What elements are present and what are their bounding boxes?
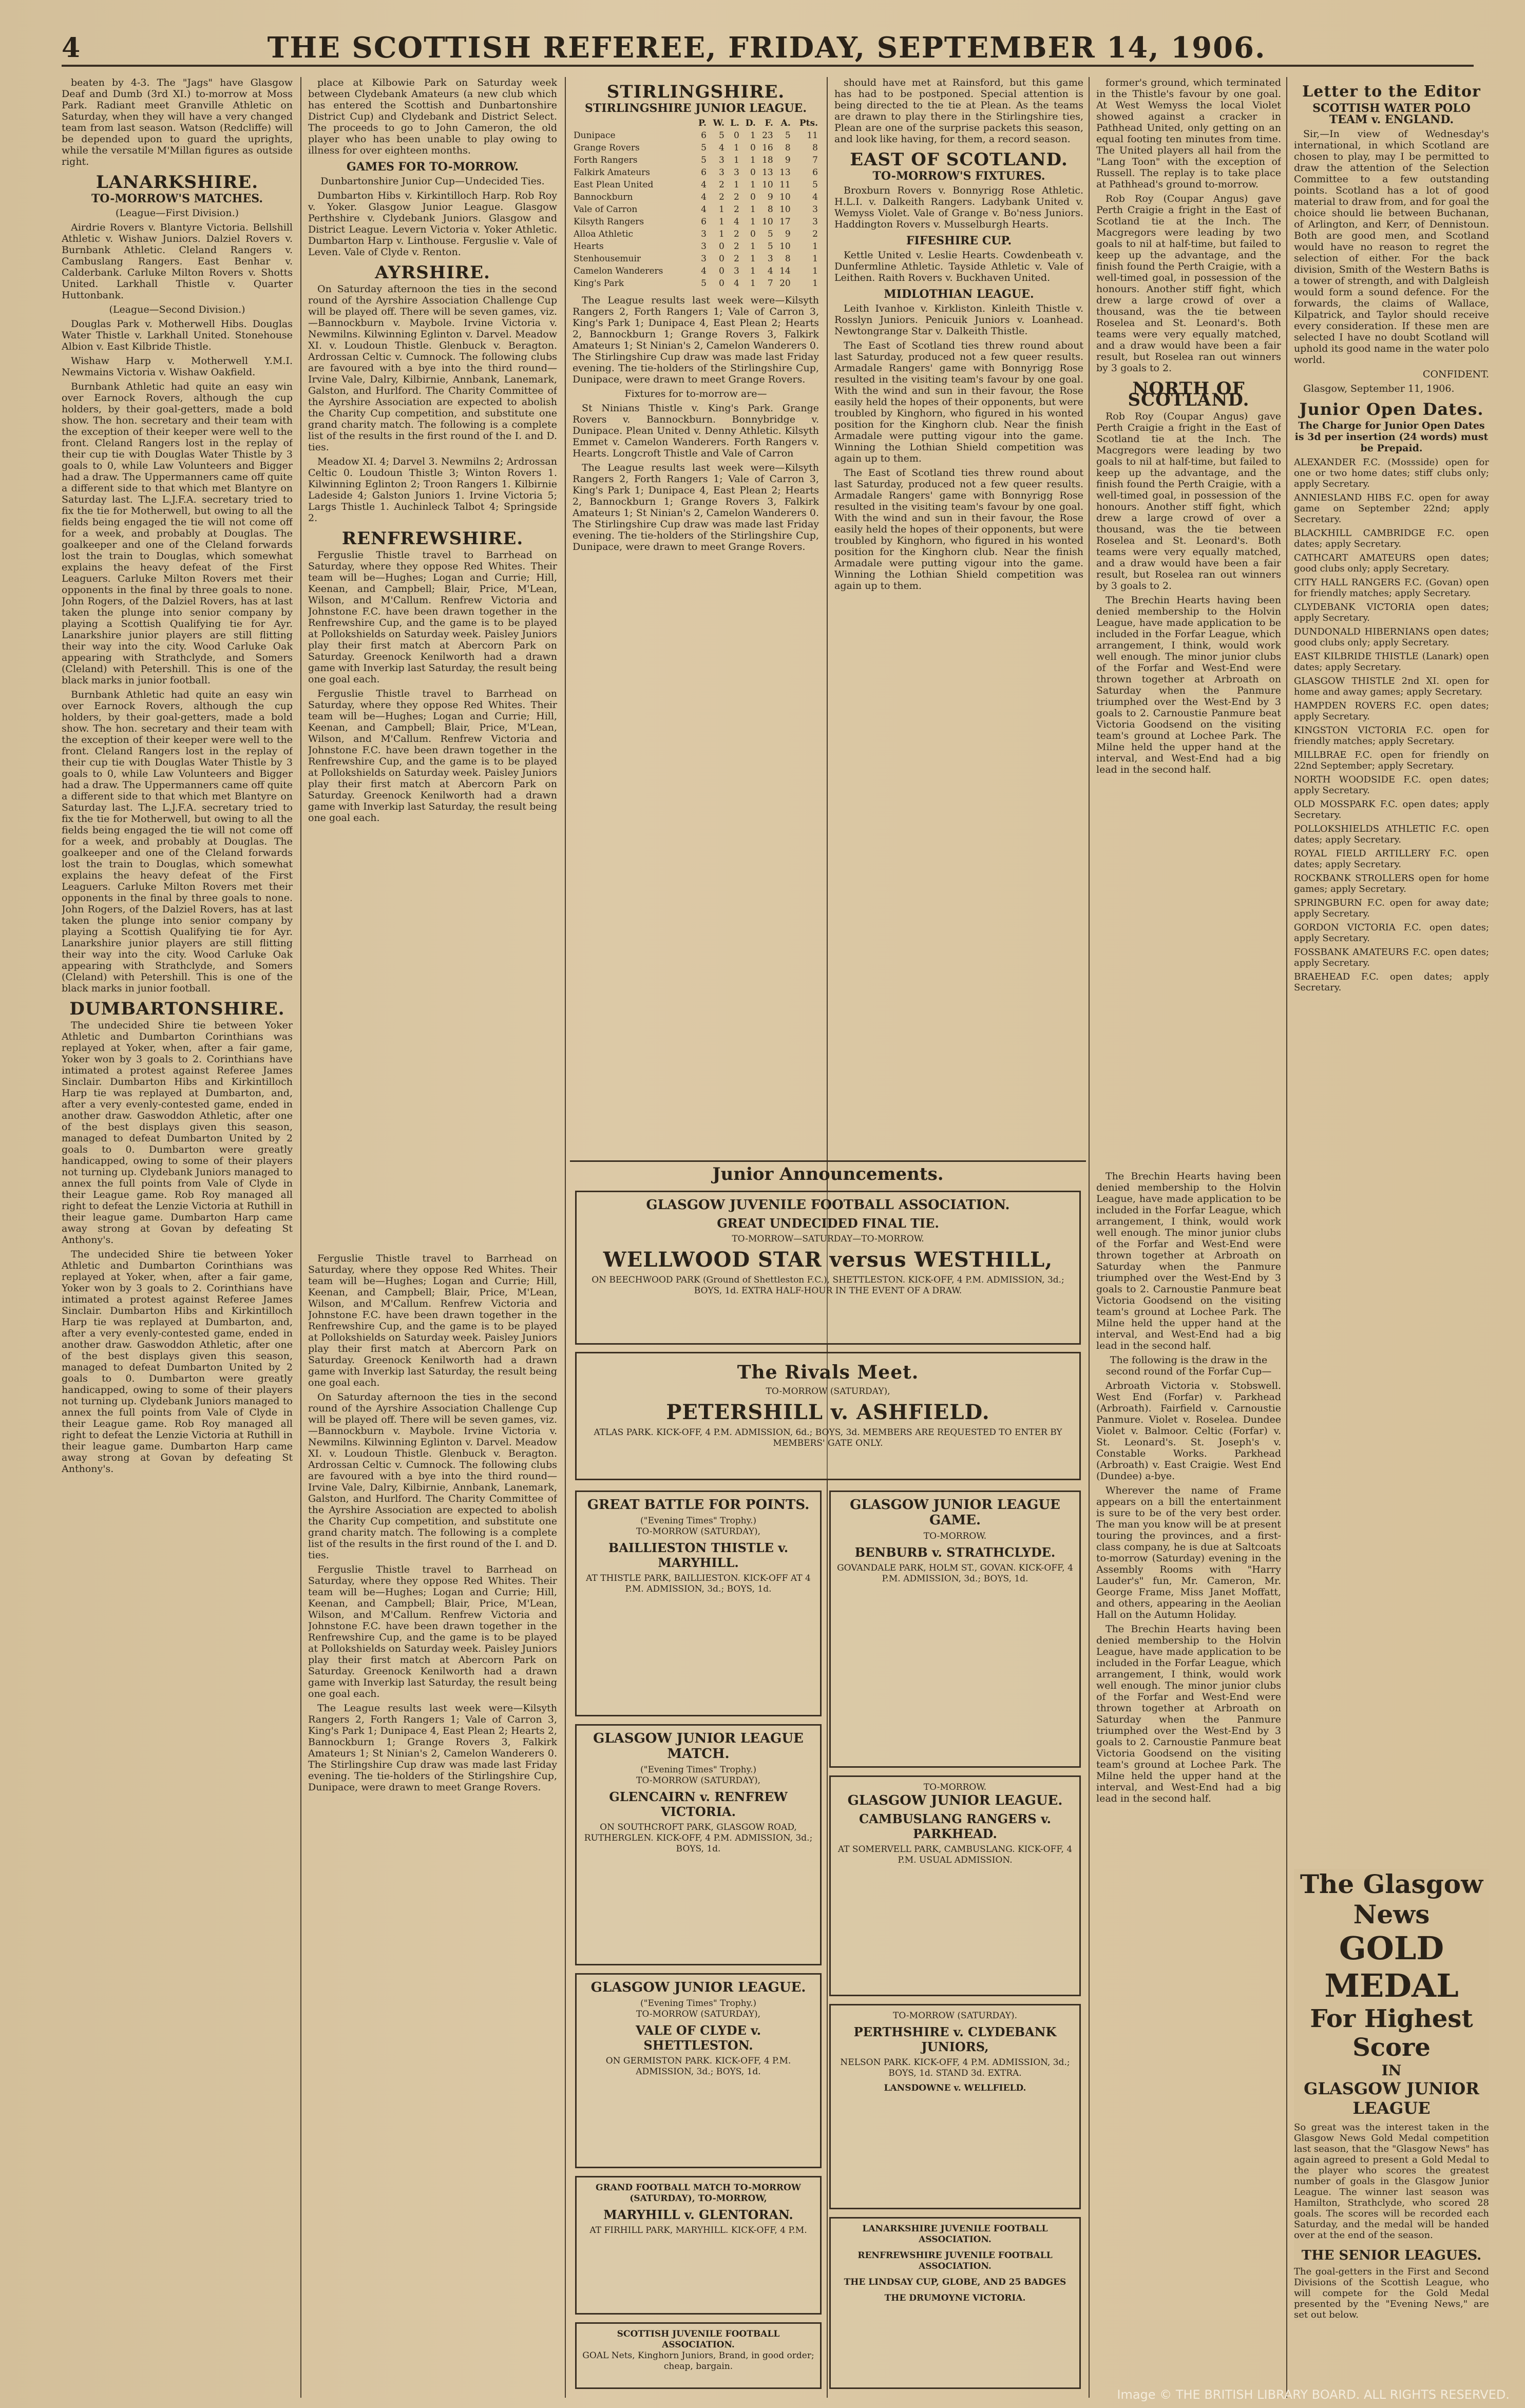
junior-open-dates-charge: The Charge for Junior Open Dates is 3d per insertion (24 words) must be Prepaid. <box>1294 420 1489 454</box>
advert-match: WELLWOOD STAR versus WESTHILL, <box>603 1248 1053 1272</box>
article-body: On Saturday afternoon the ties in the second round of the Ayrshire Association Challenge Cup will be played off. There will be seven games, viz.—Bannockburn v. Maybole. Irvine Victoria v. Newmilns. Kilwinning Eglinton v. Darvel. Meadow XI. v. Loudoun Thistle. Glenbuck v. Beragton. Ardrossan Celtic v. Cumnock. The following clubs are favoured with a bye into the third round—Irvine Vale, Dalry, Kilbirnie, Annbank, Lanemark, Galston, and Hurlford. The Charity Committee of the Ayrshire Association are expected to abolish the Charity Cup competition, and substitute one grand charity match. The following is a complete list of the results in the first round of the I. and D. ties. <box>308 283 557 453</box>
table-cell: Dunipace <box>574 130 616 141</box>
table-cell: 0 <box>719 241 725 252</box>
table-cell: Vale of Carron <box>574 204 638 215</box>
table-cell: 4 <box>719 143 725 153</box>
list-item: EAST KILBRIDE THISTLE (Lanark) open dates; apply Secretary. <box>1294 651 1489 673</box>
advert-details: ATLAS PARK. KICK-OFF, 4 P.M. ADMISSION, 6d.; BOYS, 3d. MEMBERS ARE REQUESTED TO ENTER BY MEMBERS' GATE ONLY. <box>594 1427 1062 1448</box>
advert-details: ON SOUTHCROFT PARK, GLASGOW ROAD, RUTHERGLEN. KICK-OFF, 4 P.M. ADMISSION, 3d.; BOYS, 1d. <box>584 1822 813 1854</box>
column-rule <box>300 77 301 2398</box>
advert-heading: GLASGOW JUNIOR LEAGUE GAME. <box>850 1497 1060 1528</box>
cup-label: Dunbartonshire Junior Cup—Undecided Ties. <box>320 176 545 187</box>
article-body: The Brechin Hearts having been denied membership to the Holvin League, have made application to be included in the Forfar League, which arrangement, I think, would work well enough. The minor junior clubs of the Forfar and West-End were thrown together at Arbroath on Saturday when the Panmure triumphed over the West-End by 3 goals to 2. Carnoustie Panmure beat Victoria Goodsend on the visiting team's ground at Lochee Park. The Milne held the upper hand at the interval, and West-End had a big lead in the second half. <box>1096 595 1281 775</box>
table-cell: 4 <box>812 192 818 202</box>
advert-heading: GRAND FOOTBALL MATCH TO-MORROW (SATURDAY), TO-MORROW, <box>596 2183 801 2204</box>
league-table-body <box>573 129 819 290</box>
table-cell: 13 <box>779 167 791 178</box>
table-cell: 9 <box>785 229 791 239</box>
table-cell: 1 <box>750 254 756 264</box>
table-cell: Alloa Athletic <box>574 229 633 239</box>
advert-cambuslang <box>829 1775 1081 1996</box>
advert-when: TO-MORROW (SATURDAY). <box>893 2011 1017 2021</box>
column-1 <box>62 77 293 2398</box>
table-cell: 20 <box>779 278 791 289</box>
table-cell: 0 <box>719 278 725 289</box>
league-table <box>573 117 819 290</box>
table-cell: 5 <box>701 143 707 153</box>
table-cell: Stenhousemuir <box>574 254 641 264</box>
subheading: TO-MORROW'S FIXTURES. <box>872 169 1045 183</box>
list-item: CLYDEBANK VICTORIA open dates; apply Secretary. <box>1294 602 1489 623</box>
table-row <box>573 166 819 179</box>
junior-announcements <box>570 1160 1086 2393</box>
table-cell: 0 <box>719 254 725 264</box>
table-cell: 0 <box>750 167 756 178</box>
table-cell: 3 <box>812 204 818 215</box>
table-cell: 0 <box>750 192 756 202</box>
list-item: POLLOKSHIELDS ATHLETIC F.C. open dates; apply Secretary. <box>1294 824 1489 845</box>
fixtures-list: St Ninians Thistle v. King's Park. Grange Rovers v. Bannockburn. Bonnybridge v. Dunipace. Plean United v. Denny Athletic. Kilsyth Emmet v. Camelon Wanderers. Forth Rangers v. Hearts. Longcroft Thistle and Vale of Carron <box>573 403 819 459</box>
table-row <box>573 191 819 203</box>
advert-juvenile-associations <box>829 2217 1081 2389</box>
table-cell: 6 <box>701 130 707 141</box>
article-body: The East of Scotland ties threw round about last Saturday, produced not a few queer results. Armadale Rangers' game with Bonnyrigg Rose resulted in the visiting team's favour by one goal. With the wind and sun in their favour, the Rose easily held the hopes of their opponents, but were troubled by Kinghorn, who figured in his wonted position for the Kinghorn club. Near the finish Armadale were putting vigour into the game. Winning the Lothian Shield competition was again up to them. <box>834 340 1083 464</box>
advert-match: MARYHILL v. GLENTORAN. <box>603 2207 793 2222</box>
subheading: TO-MORROW'S MATCHES. <box>91 192 263 205</box>
list-item: ALEXANDER F.C. (Mossside) open for one or two home dates; stiff clubs only; apply Secretary. <box>1294 457 1489 489</box>
table-cell: 3 <box>734 266 739 276</box>
section-heading-north: NORTH OF SCOTLAND. <box>1128 378 1250 410</box>
section-heading-stirlingshire: STIRLINGSHIRE. <box>606 82 785 102</box>
table-cell: 5 <box>701 155 707 165</box>
table-cell: 1 <box>750 241 756 252</box>
league-column-header: D. <box>745 118 756 128</box>
table-cell: 1 <box>750 204 756 215</box>
table-cell: 2 <box>734 192 739 202</box>
advert-details: ON GERMISTON PARK. KICK-OFF, 4 P.M. ADMISSION, 3d.; BOYS, 1d. <box>605 2056 791 2077</box>
table-cell: 9 <box>767 192 773 202</box>
section-heading-renfrewshire: RENFREWSHIRE. <box>341 528 524 549</box>
masthead-title: THE SCOTTISH REFEREE, FRIDAY, SEPTEMBER 14, 1906. <box>267 31 1266 65</box>
table-row <box>573 265 819 277</box>
table-cell: 1 <box>734 143 739 153</box>
list-item: MILLBRAE F.C. open for friendly on 22nd September; apply Secretary. <box>1294 750 1489 771</box>
column-rule <box>565 77 566 2398</box>
article-body: The League results last week were—Kilsyth Rangers 2, Forth Rangers 1; Vale of Carron 3, King's Park 1; Dunipace 4, East Plean 2; Hearts 2, Bannockburn 1; Grange Rovers 3, Falkirk Amateurs 1; St Ninian's 2, Camelon Wanderers 0. The Stirlingshire Cup draw was made last Friday evening. The tie-holders of the Stirlingshire Cup, Dunipace, were drawn to meet Grange Rovers. <box>573 295 819 385</box>
advert-details: ON BEECHWOOD PARK (Ground of Shettleston F.C.), SHETTLESTON. KICK-OFF, 4 P.M. ADMISSION, 3d.; BOYS, 1d. EXTRA HALF-HOUR IN THE EVENT OF A DRAW. <box>592 1275 1064 1296</box>
table-cell: 9 <box>785 155 791 165</box>
gold-medal-line: The Glasgow News <box>1300 1869 1483 1929</box>
list-item: BRAEHEAD F.C. open dates; apply Secretary. <box>1294 971 1489 993</box>
advert-details: AT THISTLE PARK, BAILLIESTON. KICK-OFF AT 4 P.M. ADMISSION, 3d.; BOYS, 1d. <box>586 1573 811 1594</box>
table-cell: Camelon Wanderers <box>574 266 663 276</box>
article-body: The League results last week were—Kilsyth Rangers 2, Forth Rangers 1; Vale of Carron 3, King's Park 1; Dunipace 4, East Plean 2; Hearts 2, Bannockburn 1; Grange Rovers 3, Falkirk Amateurs 1; St Ninian's 2, Camelon Wanderers 0. The Stirlingshire Cup draw was made last Friday evening. The tie-holders of the Stirlingshire Cup, Dunipace, were drawn to meet Grange Rovers. <box>573 462 819 552</box>
table-cell: 3 <box>767 254 773 264</box>
table-cell: 3 <box>719 155 725 165</box>
page-number: 4 <box>62 32 81 64</box>
list-item: SPRINGBURN F.C. open for away date; apply Secretary. <box>1294 897 1489 919</box>
table-cell: 3 <box>701 241 707 252</box>
table-cell: 23 <box>762 130 773 141</box>
advert-when: TO-MORROW—SATURDAY—TO-MORROW. <box>732 1234 924 1244</box>
list-item: FOSSBANK AMATEURS F.C. open dates; apply Secretary. <box>1294 947 1489 968</box>
table-cell: 2 <box>719 192 725 202</box>
league-table-header <box>573 117 819 129</box>
advert-heading: GLASGOW JUNIOR LEAGUE. <box>847 1793 1063 1808</box>
table-cell: 3 <box>701 229 707 239</box>
table-cell: 10 <box>762 217 773 227</box>
table-cell: 5 <box>701 278 707 289</box>
article-body: Ferguslie Thistle travel to Barrhead on Saturday, where they oppose Red Whites. Their team will be—Hughes; Logan and Currie; Hill, Keenan, and Campbell; Blair, Price, M'Lean, Wilson, and M'Callum. Renfrew Victoria and Johnstone F.C. have been drawn together in the Renfrewshire Cup, and the game is to be played at Pollokshields on Saturday week. Paisley Juniors play their first match at Abercorn Park on Saturday. Greenock Kenilworth had a drawn game with Inverkip last Saturday, the result being one goal each. <box>308 549 557 685</box>
table-cell: 4 <box>734 217 739 227</box>
article-intro: should have met at Rainsford, but this game has had to be postponed. Special attention is being directed to the tie at Plean. As the teams are drawn to play there in the Stirlingshire ties, Plean are one of the surprise packets this season, and look like having, for them, a record season. <box>834 77 1083 145</box>
league-column-header: W. <box>713 118 725 128</box>
article-body: Burnbank Athletic had quite an easy win over Earnock Rovers, although the cup holders, by their goal-getters, made a bold show. The hon. secretary and their team with the exception of their keeper were well to the front. Cleland Rangers lost in the replay of their cup tie with Douglas Water Thistle by 3 goals to 0, while Law Volunteers and Bigger had a draw. The Uppermanners came off quite a different side to that which met Blantyre on Saturday last. The L.J.F.A. secretary tried to fix the tie for Motherwell, but owing to all the fields being engaged the tie will not come off for a week, and probably at Douglas. The goalkeeper and one of the Cleland forwards lost the train to Douglas, which somewhat explains the heavy defeat of the First Leaguers. Carluke Milton Rovers met their opponents in the final by three goals to none. John Rogers, of the Dalziel Rovers, has at last taken the plunge into senior company by playing a Scottish Qualifying tie for Ayr. Lanarkshire junior players are still flitting their way into the city. Wood Carluke Oak appearing with Strathclyde, and Somers (Cleland) with Petershill. This is one of the black marks in junior football. <box>62 381 293 686</box>
table-cell: 4 <box>767 266 773 276</box>
list-item: GLASGOW THISTLE 2nd XI. open for home and away games; apply Secretary. <box>1294 676 1489 697</box>
article-body: The Brechin Hearts having been denied membership to the Holvin League, have made application to be included in the Forfar League, which arrangement, I think, would work well enough. The minor junior clubs of the Forfar and West-End were thrown together at Arbroath on Saturday when the Panmure triumphed over the West-End by 3 goals to 2. Carnoustie Panmure beat Victoria Goodsend on the visiting team's ground at Lochee Park. The Milne held the upper hand at the interval, and West-End had a big lead in the second half. <box>1096 1623 1281 1804</box>
table-cell: 10 <box>779 192 791 202</box>
advert-heading: LANARKSHIRE JUVENILE FOOTBALL ASSOCIATION. <box>862 2224 1048 2245</box>
advert-heading: RENFREWSHIRE JUVENILE FOOTBALL ASSOCIATION. <box>857 2250 1053 2271</box>
table-row <box>573 228 819 240</box>
list-item: OLD MOSSPARK F.C. open dates; apply Secretary. <box>1294 799 1489 820</box>
article-body: The League results last week were—Kilsyth Rangers 2, Forth Rangers 1; Vale of Carron 3, King's Park 1; Dunipace 4, East Plean 2; Hearts 2, Bannockburn 1; Grange Rovers 3, Falkirk Amateurs 1; St Ninian's 2, Camelon Wanderers 0. The Stirlingshire Cup draw was made last Friday evening. The tie-holders of the Stirlingshire Cup, Dunipace, were drawn to meet Grange Rovers. <box>308 1703 557 1793</box>
advert-match: BAILLIESTON THISTLE v. MARYHILL. <box>608 1540 789 1570</box>
results-list: Meadow XI. 4; Darvel 3. Newmilns 2; Ardrossan Celtic 0. Loudoun Thistle 3; Winton Rovers 1. Kilwinning Eglinton 2; Troon Rangers 1. Kilbirnie Ladeside 4; Galston Juniors 1. Irvine Victoria 5; Largs Thistle 1. Auchinleck Talbot 4; Springside 2. <box>308 456 557 524</box>
list-item: CITY HALL RANGERS F.C. (Govan) open for friendly matches; apply Secretary. <box>1294 577 1489 599</box>
advert-match: PERTHSHIRE v. CLYDEBANK JUNIORS, <box>853 2024 1057 2054</box>
league-column-header: A. <box>780 118 791 128</box>
table-cell: 1 <box>750 217 756 227</box>
table-cell: 1 <box>719 217 725 227</box>
article-body: The Brechin Hearts having been denied membership to the Holvin League, have made application to be included in the Forfar League, which arrangement, I think, would work well enough. The minor junior clubs of the Forfar and West-End were thrown together at Arbroath on Saturday when the Panmure triumphed over the West-End by 3 goals to 2. Carnoustie Panmure beat Victoria Goodsend on the visiting team's ground at Lochee Park. The Milne held the upper hand at the interval, and West-End had a big lead in the second half. <box>1096 1171 1281 1351</box>
league-label: (League—Second Division.) <box>109 304 245 315</box>
subheading: FIFESHIRE CUP. <box>906 234 1012 247</box>
fixtures-list: Arbroath Victoria v. Stobswell. West End (Forfar) v. Parkhead (Arbroath). Fairfield v. Carnoustie Panmure. Violet v. Roselea. Dundee Violet v. Balmoor. Celtic (Forfar) v. St. Leonard's. St. Joseph's v. Constable Works. Parkhead (Arbroath) v. East Craigie. West End (Dundee) a-bye. <box>1096 1380 1281 1482</box>
table-cell: 3 <box>734 167 739 178</box>
advert-baillieston <box>575 1490 822 1716</box>
article-body: Rob Roy (Coupar Angus) gave Perth Craigie a fright in the East of Scotland tie at the Inch. The Macgregors were leading by two goals to nil at half-time, but failed to keep up the advantage, and the finish found the Perth Craigie, with a well-timed goal, in possession of the honours. Another stiff fight, which drew a large crowd of over a thousand, was the tie between Roselea and St. Leonard's. Both teams were very equally matched, and a draw would have been a fair result, but Roselea ran out winners by 3 goals to 2. <box>1096 193 1281 374</box>
article-body: The undecided Shire tie between Yoker Athletic and Dumbarton Corinthians was replayed at Yoker, when, after a fair game, Yoker won by 3 goals to 2. Corinthians have intimated a protest against Referee James Sinclair. Dumbarton Hibs and Kirkintilloch Harp tie was replayed at Dumbarton, and, after a very evenly-contested game, ended in another draw. Gaswoddon Athletic, after one of the best displays given this season, managed to defeat Dumbarton United by 2 goals to 0. Dumbarton were greatly handicapped, owing to some of their players not turning up. Clydebank Juniors managed to annex the full points from Vale of Clyde in their League game. Rob Roy managed all right to defeat the Lenzie Victoria at Ruthill in their league game. Dumbarton Harp came away strong at Govan by defeating St Anthony's. <box>62 1020 293 1246</box>
advert-heading: GLASGOW JUVENILE FOOTBALL ASSOCIATION. <box>646 1197 1010 1213</box>
letter-body: Sir,—In view of Wednesday's international, in which Scotland are chosen to play, may I be permitted to draw the attention of the Selection Committee to a few outstanding points. Scotland has a lot of good material to draw from, and for goal the choice should lie between Buchanan, of Arlington, and Kerr, of Dennistoun. Both are good men, and Scotland would have no reason to regret the selection of either. For the back division, Smith of the Western Baths is a tower of strength, and with Dalgleish would form a sound defence. For the forwards, the claims of Wallace, Kilpatrick, and Taylor should receive every consideration. If these men are selected I have no doubt Scotland will uphold its good name in the water polo world. <box>1294 128 1489 366</box>
table-cell: 2 <box>734 254 739 264</box>
advert-scottish-juvenile <box>575 2322 822 2389</box>
advert-heading: GREAT BATTLE FOR POINTS. <box>587 1497 810 1513</box>
table-cell: 3 <box>719 167 725 178</box>
table-row <box>573 253 819 265</box>
list-item: NORTH WOODSIDE F.C. open dates; apply Secretary. <box>1294 774 1489 796</box>
table-row <box>573 240 819 253</box>
column-rule <box>1089 77 1090 2398</box>
article-intro: former's ground, which terminated in the Thistle's favour by one goal. At West Wemyss the local Violet showed against a cracker in Pathhead United, only getting on an equal footing ten minutes from time. The United players all hail from the "Lang Toon" with the exception of Russell. The replay is to take place at Pathhead's ground to-morrow. <box>1096 77 1281 190</box>
advert-heading: GLASGOW JUNIOR LEAGUE. <box>590 1980 806 1995</box>
advert-when: TO-MORROW. <box>923 1782 987 1792</box>
table-cell: 6 <box>812 167 818 178</box>
gold-medal-line: For Highest Score <box>1310 2004 1473 2062</box>
advert-heading: GLASGOW JUNIOR LEAGUE MATCH. <box>593 1731 804 1762</box>
table-cell: 1 <box>812 278 818 289</box>
table-row <box>573 203 819 216</box>
list-item: ROYAL FIELD ARTILLERY F.C. open dates; apply Secretary. <box>1294 848 1489 870</box>
article-body: The undecided Shire tie between Yoker Athletic and Dumbarton Corinthians was replayed at Yoker, when, after a fair game, Yoker won by 3 goals to 2. Corinthians have intimated a protest against Referee James Sinclair. Dumbarton Hibs and Kirkintilloch Harp tie was replayed at Dumbarton, and, after a very evenly-contested game, ended in another draw. Gaswoddon Athletic, after one of the best displays given this season, managed to defeat Dumbarton United by 2 goals to 0. Dumbarton were greatly handicapped, owing to some of their players not turning up. Clydebank Juniors managed to annex the full points from Vale of Clyde in their League game. Rob Roy managed all right to defeat the Lenzie Victoria at Ruthill in their league game. Dumbarton Harp came away strong at Govan by defeating St Anthony's. <box>62 1249 293 1475</box>
table-cell: 8 <box>767 204 773 215</box>
advert-vale-of-clyde <box>575 1973 822 2168</box>
advert-heading: THE DRUMOYNE VICTORIA. <box>884 2293 1026 2303</box>
article-body: Burnbank Athletic had quite an easy win over Earnock Rovers, although the cup holders, by their goal-getters, made a bold show. The hon. secretary and their team with the exception of their keeper were well to the front. Cleland Rangers lost in the replay of their cup tie with Douglas Water Thistle by 3 goals to 0, while Law Volunteers and Bigger had a draw. The Uppermanners came off quite a different side to that which met Blantyre on Saturday last. The L.J.F.A. secretary tried to fix the tie for Motherwell, but owing to all the fields being engaged the tie will not come off for a week, and probably at Douglas. The goalkeeper and one of the Cleland forwards lost the train to Douglas, which somewhat explains the heavy defeat of the First Leaguers. Carluke Milton Rovers met their opponents in the final by three goals to none. John Rogers, of the Dalziel Rovers, has at last taken the plunge into senior company by playing a Scottish Qualifying tie for Ayr. Lanarkshire junior players are still flitting their way into the city. Wood Carluke Oak appearing with Strathclyde, and Somers (Cleland) with Petershill. This is one of the black marks in junior football. <box>62 689 293 994</box>
advert-when: TO-MORROW. <box>923 1531 987 1541</box>
table-cell: 7 <box>812 155 818 165</box>
letter-date: Glasgow, September 11, 1906. <box>1303 383 1455 394</box>
article-intro: beaten by 4-3. The "Jags" have Glasgow Deaf and Dumb (3rd XI.) to-morrow at Moss Park. Radiant meet Granville Athletic on Saturday, when they will have a very changed team from last season. Watson (Redcliffe) will be depended upon to guard the uprights, while the versatile M'Millan figures as outside right. <box>62 77 293 167</box>
advert-when: TO-MORROW (SATURDAY), <box>636 1526 760 1537</box>
letter-heading: Letter to the Editor <box>1302 83 1481 101</box>
league-column-header: P. <box>698 118 707 128</box>
advert-match: CAMBUSLANG RANGERS v. PARKHEAD. <box>859 1811 1051 1841</box>
league-column-header: L. <box>730 118 739 128</box>
section-heading-east: EAST OF SCOTLAND. <box>850 149 1068 170</box>
article-body: Ferguslie Thistle travel to Barrhead on Saturday, where they oppose Red Whites. Their team will be—Hughes; Logan and Currie; Hill, Keenan, and Campbell; Blair, Price, M'Lean, Wilson, and M'Callum. Renfrew Victoria and Johnstone F.C. have been drawn together in the Renfrewshire Cup, and the game is to be played at Pollokshields on Saturday week. Paisley Juniors play their first match at Abercorn Park on Saturday. Greenock Kenilworth had a drawn game with Inverkip last Saturday, the result being one goal each. <box>308 1253 557 1388</box>
fixtures-list: Douglas Park v. Motherwell Hibs. Douglas Water Thistle v. Larkhall United. Stonehouse Albion v. East Kilbride Thistle. <box>62 318 293 352</box>
column-2 <box>308 77 557 1248</box>
list-item: GORDON VICTORIA F.C. open dates; apply Secretary. <box>1294 922 1489 944</box>
table-cell: 4 <box>701 266 707 276</box>
article-body: Ferguslie Thistle travel to Barrhead on Saturday, where they oppose Red Whites. Their team will be—Hughes; Logan and Currie; Hill, Keenan, and Campbell; Blair, Price, M'Lean, Wilson, and M'Callum. Renfrew Victoria and Johnstone F.C. have been drawn together in the Renfrewshire Cup, and the game is to be played at Pollokshields on Saturday week. Paisley Juniors play their first match at Abercorn Park on Saturday. Greenock Kenilworth had a drawn game with Inverkip last Saturday, the result being one goal each. <box>308 688 557 824</box>
table-cell: 1 <box>750 278 756 289</box>
section-heading-dumbartonshire: DUMBARTONSHIRE. <box>69 999 285 1019</box>
column-2-lower <box>308 1253 557 2398</box>
column-rule <box>1286 77 1287 2398</box>
table-cell: 1 <box>750 180 756 190</box>
fixtures-list: Airdrie Rovers v. Blantyre Victoria. Bellshill Athletic v. Wishaw Juniors. Dalziel Rovers v. Burnbank Athletic. Cleland Rangers v. Cambuslang Rangers. East Benhar v. Calderbank. Carluke Milton Rovers v. Shotts United. Larkhall Thistle v. Quarter Huttonbank. <box>62 222 293 301</box>
advert-details: NELSON PARK. KICK-OFF, 4 P.M. ADMISSION, 3d.; BOYS, 1d. STAND 3d. EXTRA. <box>840 2057 1070 2078</box>
table-cell: 14 <box>779 266 791 276</box>
table-cell: 0 <box>734 130 739 141</box>
table-cell: 5 <box>719 130 725 141</box>
table-cell: 13 <box>762 167 773 178</box>
advert-trophy: ("Evening Times" Trophy.) <box>640 1765 756 1775</box>
advert-rivals <box>575 1352 1081 1480</box>
article-intro: place at Kilbowie Park on Saturday week between Clydebank Amateurs (a new club which has entered the Scottish and Dunbartonshire District Cup) and Clydebank and District Select. The proceeds to go to John Cameron, the old player who has been unable to play owing to illness for over eighteen months. <box>308 77 557 156</box>
table-cell: 16 <box>762 143 773 153</box>
table-row <box>573 142 819 154</box>
table-cell: 10 <box>762 180 773 190</box>
table-cell: 2 <box>734 204 739 215</box>
table-row <box>573 129 819 142</box>
column-3 <box>573 77 819 1155</box>
table-cell: 2 <box>812 229 818 239</box>
column-5 <box>1096 77 1281 1165</box>
table-row <box>573 179 819 191</box>
table-cell: 0 <box>750 143 756 153</box>
advert-details: AT SOMERVELL PARK, CAMBUSLANG. KICK-OFF, 4 P.M. USUAL ADMISSION. <box>837 1844 1073 1865</box>
fixtures-list: Dumbarton Hibs v. Kirkintilloch Harp. Rob Roy v. Yoker. Glasgow Junior League. Glasgow Perthshire v. Clydebank Juniors. Glasgow and District League. Levern Victoria v. Yoker Athletic. Dumbarton Harp v. Linthouse. Ferguslie v. Vale of Leven. Vale of Clyde v. Renton. <box>308 190 557 258</box>
advert-match: GLENCAIRN v. RENFREW VICTORIA. <box>609 1789 788 1819</box>
table-cell: 4 <box>701 180 707 190</box>
table-cell: 1 <box>734 180 739 190</box>
table-cell: 2 <box>734 229 739 239</box>
senior-leagues-body: The goal-getters in the First and Second Divisions of the Scottish League, who will compete for the Gold Medal presented by the "Evening News," are set out below. <box>1294 2266 1489 2320</box>
table-cell: East Plean United <box>574 180 654 190</box>
table-cell: Grange Rovers <box>574 143 640 153</box>
list-item: CATHCART AMATEURS open dates; good clubs only; apply Secretary. <box>1294 552 1489 574</box>
list-item: BLACKHILL CAMBRIDGE F.C. open dates; apply Secretary. <box>1294 528 1489 549</box>
table-cell: 10 <box>779 241 791 252</box>
table-cell: 3 <box>812 217 818 227</box>
table-cell: 1 <box>812 241 818 252</box>
league-column-header <box>573 117 694 129</box>
table-cell: 1 <box>719 229 725 239</box>
advert-details: GOVANDALE PARK, HOLM ST., GOVAN. KICK-OFF, 4 P.M. ADMISSION, 3d.; BOYS, 1d. <box>837 1563 1073 1584</box>
advert-heading: SCOTTISH JUVENILE FOOTBALL ASSOCIATION. <box>617 2329 780 2350</box>
article-body: Ferguslie Thistle travel to Barrhead on Saturday, where they oppose Red Whites. Their team will be—Hughes; Logan and Currie; Hill, Keenan, and Campbell; Blair, Price, M'Lean, Wilson, and M'Callum. Renfrew Victoria and Johnstone F.C. have been drawn together in the Renfrewshire Cup, and the game is to be played at Pollokshields on Saturday week. Paisley Juniors play their first match at Abercorn Park on Saturday. Greenock Kenilworth had a drawn game with Inverkip last Saturday, the result being one goal each. <box>308 1564 557 1699</box>
table-cell: 0 <box>719 266 725 276</box>
table-cell: 10 <box>779 204 791 215</box>
gold-medal-advert <box>1294 1869 1489 2320</box>
article-body: Wherever the name of Frame appears on a bill the entertainment is sure to be of the very best order. The man you know will be at present touring the provinces, and a first-class company, he is due at Saltcoats to-morrow (Saturday) evening in the Assembly Rooms with "Harry Lauder's" fun, Mr. Cameron, Mr. George Frame, Miss Janet Moffatt, and others, appearing in the Aeolian Hall on the Autumn Holiday. <box>1096 1485 1281 1620</box>
fixtures-list: Kettle United v. Leslie Hearts. Cowdenbeath v. Dunfermline Athletic. Tayside Athletic v. Vale of Leithen. Raith Rovers v. Buckhaven United. <box>834 250 1083 283</box>
advert-details: AT FIRHILL PARK, MARYHILL. KICK-OFF, 4 P.M. <box>589 2225 807 2235</box>
article-body: Rob Roy (Coupar Angus) gave Perth Craigie a fright in the East of Scotland tie at the Inch. The Macgregors were leading by two goals to nil at half-time, but failed to keep up the advantage, and the finish found the Perth Craigie, with a well-timed goal, in possession of the honours. Another stiff fight, which drew a large crowd of over a thousand, was the tie between Roselea and St. Leonard's. Both teams were very equally matched, and a draw would have been a fair result, but Roselea ran out winners by 3 goals to 2. <box>1096 411 1281 591</box>
table-cell: 6 <box>701 217 707 227</box>
table-row <box>573 216 819 228</box>
table-cell: 6 <box>701 167 707 178</box>
advert-benburb <box>829 1490 1081 1768</box>
advert-trophy: ("Evening Times" Trophy.) <box>640 1516 756 1526</box>
advert-perthshire <box>829 2004 1081 2209</box>
list-item: ROCKBANK STROLLERS open for home games; apply Secretary. <box>1294 873 1489 894</box>
section-heading-lanarkshire: LANARKSHIRE. <box>96 172 259 193</box>
fixtures-list: Wishaw Harp v. Motherwell Y.M.I. Newmains Victoria v. Wishaw Oakfield. <box>62 355 293 378</box>
table-cell: 5 <box>767 229 773 239</box>
advert-match: BENBURB v. STRATHCLYDE. <box>854 1545 1056 1560</box>
copyright-notice: Image © THE BRITISH LIBRARY BOARD. ALL RIGHTS RESERVED. <box>1117 2387 1510 2402</box>
table-cell: 18 <box>762 155 773 165</box>
advert-subheading: GREAT UNDECIDED FINAL TIE. <box>717 1216 939 1231</box>
table-cell: 8 <box>812 143 818 153</box>
table-cell: Hearts <box>574 241 604 252</box>
advert-maryhill-glentoran <box>575 2176 822 2315</box>
advert-lansdowne: LANSDOWNE v. WELLFIELD. <box>884 2083 1026 2093</box>
gold-medal-line: IN <box>1381 2062 1402 2079</box>
table-cell: Forth Rangers <box>574 155 638 165</box>
letter-subheading: SCOTTISH WATER POLO TEAM v. ENGLAND. <box>1312 102 1471 126</box>
article-body: On Saturday afternoon the ties in the second round of the Ayrshire Association Challenge Cup will be played off. There will be seven games, viz.—Bannockburn v. Maybole. Irvine Victoria v. Newmilns. Kilwinning Eglinton v. Darvel. Meadow XI. v. Loudoun Thistle. Glenbuck v. Beragton. Ardrossan Celtic v. Cumnock. The following clubs are favoured with a bye into the third round—Irvine Vale, Dalry, Kilbirnie, Annbank, Lanemark, Galston, and Hurlford. The Charity Committee of the Ayrshire Association are expected to abolish the Charity Cup competition, and substitute one grand charity match. The following is a complete list of the results in the first round of the I. and D. ties. <box>308 1391 557 1561</box>
advert-gjfa <box>575 1191 1081 1345</box>
section-heading-ayrshire: AYRSHIRE. <box>375 262 490 283</box>
table-cell: 1 <box>734 155 739 165</box>
table-cell: Kilsyth Rangers <box>574 217 644 227</box>
table-cell: Bannockburn <box>574 192 633 202</box>
table-cell: 0 <box>750 229 756 239</box>
column-4 <box>834 77 1083 1155</box>
table-row <box>573 277 819 290</box>
table-cell: 1 <box>750 266 756 276</box>
subheading: MIDLOTHIAN LEAGUE. <box>884 288 1034 301</box>
league-column-header: Pts. <box>799 118 818 128</box>
table-cell: 11 <box>807 130 818 141</box>
table-cell: 5 <box>812 180 818 190</box>
fixtures-list: Broxburn Rovers v. Bonnyrigg Rose Athletic. H.L.I. v. Dalkeith Rangers. Ladybank United v. Wemyss Violet. Vale of Grange v. Bo'ness Juniors. Haddington Rovers v. Musselburgh Hearts. <box>834 185 1083 230</box>
advert-heading: The Rivals Meet. <box>737 1362 919 1383</box>
list-item: HAMPDEN ROVERS F.C. open dates; apply Secretary. <box>1294 700 1489 722</box>
advert-when: TO-MORROW (SATURDAY), <box>766 1386 890 1397</box>
list-item: DUNDONALD HIBERNIANS open dates; good clubs only; apply Secretary. <box>1294 626 1489 648</box>
column-5-lower <box>1096 1171 1281 2398</box>
table-cell: 5 <box>785 130 791 141</box>
advert-glencairn <box>575 1724 822 1965</box>
article-body: The East of Scotland ties threw round about last Saturday, produced not a few queer results. Armadale Rangers' game with Bonnyrigg Rose resulted in the visiting team's favour by one goal. With the wind and sun in their favour, the Rose easily held the hopes of their opponents, but were troubled by Kinghorn, who figured in his wonted position for the Kinghorn club. Near the finish Armadale were putting vigour into the game. Winning the Lothian Shield competition was again up to them. <box>834 467 1083 591</box>
table-cell: King's Park <box>574 278 624 289</box>
junior-announcements-heading: Junior Announcements. <box>712 1164 944 1184</box>
table-cell: 2 <box>734 241 739 252</box>
fixtures-heading: The following is the draw in the second round of the Forfar Cup— <box>1105 1354 1272 1377</box>
subheading: STIRLINGSHIRE JUNIOR LEAGUE. <box>585 102 807 115</box>
advert-when: TO-MORROW (SATURDAY), <box>636 1775 760 1786</box>
table-cell: 11 <box>779 180 791 190</box>
gold-medal-line: GOLD MEDAL <box>1324 1929 1459 2004</box>
advert-goal-nets: GOAL Nets, Kinghorn Juniors, Brand, in good order; cheap, bargain. <box>582 2350 814 2372</box>
table-cell: 4 <box>701 204 707 215</box>
list-item: ANNIESLAND HIBS F.C. open for away game on September 22nd; apply Secretary. <box>1294 492 1489 525</box>
list-item: KINGSTON VICTORIA F.C. open for friendly matches; apply Secretary. <box>1294 725 1489 747</box>
gold-medal-body: So great was the interest taken in the Glasgow News Gold Medal competition last season, that the "Glasgow News" has again agreed to present a Gold Medal to the player who scores the greatest number of goals in the Glasgow Junior League. The winner last season was Hamilton, Strathclyde, who scored 28 goals. The scores will be recorded each Saturday, and the medal will be handed over at the end of the season. <box>1294 2122 1489 2241</box>
subheading: GAMES FOR TO-MORROW. <box>347 160 519 174</box>
table-cell: 5 <box>767 241 773 252</box>
table-cell: 1 <box>750 130 756 141</box>
table-cell: 1 <box>812 254 818 264</box>
league-label: (League—First Division.) <box>115 207 239 219</box>
table-cell: 8 <box>785 143 791 153</box>
table-cell: 17 <box>779 217 791 227</box>
table-cell: 7 <box>767 278 773 289</box>
junior-open-dates-list <box>1294 457 1489 993</box>
league-column-header: F. <box>765 118 773 128</box>
masthead <box>62 31 1474 67</box>
gold-medal-line: GLASGOW JUNIOR LEAGUE <box>1304 2079 1479 2118</box>
advert-match: PETERSHILL v. ASHFIELD. <box>666 1400 990 1424</box>
table-cell: 4 <box>701 192 707 202</box>
table-cell: Falkirk Amateurs <box>574 167 651 178</box>
table-cell: 1 <box>812 266 818 276</box>
advert-match: VALE OF CLYDE v. SHETTLESTON. <box>635 2023 761 2053</box>
table-cell: 4 <box>734 278 739 289</box>
table-cell: 1 <box>750 155 756 165</box>
table-cell: 2 <box>719 180 725 190</box>
junior-open-dates-heading: Junior Open Dates. <box>1299 399 1484 419</box>
fixtures-heading: Fixtures for to-morrow are— <box>624 388 767 399</box>
table-cell: 3 <box>701 254 707 264</box>
table-row <box>573 154 819 166</box>
table-cell: 1 <box>719 204 725 215</box>
advert-trophy: ("Evening Times" Trophy.) <box>640 1998 756 2009</box>
table-cell: 8 <box>785 254 791 264</box>
senior-leagues-heading: THE SENIOR LEAGUES. <box>1301 2248 1482 2263</box>
fixtures-list: Leith Ivanhoe v. Kirkliston. Kinleith Thistle v. Rosslyn Juniors. Penicuik Juniors v. Loanhead. Newtongrange Star v. Dalkeith Thistle. <box>834 303 1083 337</box>
advert-when: TO-MORROW (SATURDAY), <box>636 2009 760 2019</box>
letter-signature: CONFIDENT. <box>1422 369 1489 380</box>
advert-heading: THE LINDSAY CUP, GLOBE, AND 25 BADGES <box>844 2277 1066 2287</box>
